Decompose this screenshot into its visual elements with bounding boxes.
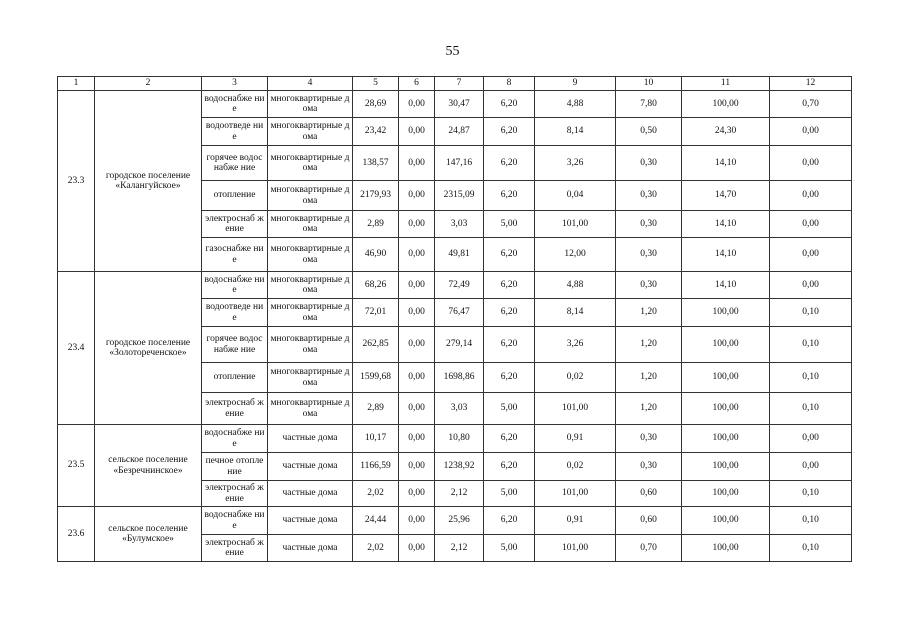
value-cell: 0,00 [770, 425, 852, 453]
value-cell: 100,00 [682, 425, 770, 453]
row-number: 23.6 [58, 507, 95, 562]
value-cell: 0,60 [616, 481, 682, 507]
utility-type: электроснаб жение [202, 211, 268, 238]
value-cell: 100,00 [682, 91, 770, 118]
consumer-category: многоквартирные дома [268, 327, 353, 363]
consumer-category: многоквартирные дома [268, 146, 353, 181]
value-cell: 0,10 [770, 535, 852, 562]
column-header: 1 [58, 77, 95, 91]
settlement-name-line: городское поселение [105, 170, 191, 181]
value-cell: 0,00 [399, 363, 435, 393]
value-cell: 0,00 [399, 238, 435, 272]
consumer-category: многоквартирные дома [268, 91, 353, 118]
value-cell: 72,49 [435, 272, 484, 299]
column-header: 2 [95, 77, 202, 91]
value-cell: 0,00 [770, 238, 852, 272]
value-cell: 1238,92 [435, 453, 484, 481]
value-cell: 0,02 [535, 453, 616, 481]
value-cell: 8,14 [535, 118, 616, 146]
utility-type: электроснаб жение [202, 481, 268, 507]
value-cell: 1698,86 [435, 363, 484, 393]
value-cell: 1,20 [616, 393, 682, 425]
column-header: 8 [484, 77, 535, 91]
value-cell: 68,26 [353, 272, 399, 299]
value-cell: 0,10 [770, 327, 852, 363]
value-cell: 100,00 [682, 299, 770, 327]
value-cell: 1,20 [616, 299, 682, 327]
settlement-name [95, 91, 202, 272]
table-row [58, 507, 852, 535]
utility-type: водоснабже ние [202, 91, 268, 118]
value-cell: 101,00 [535, 481, 616, 507]
value-cell: 7,80 [616, 91, 682, 118]
value-cell: 0,00 [770, 211, 852, 238]
consumer-category: частные дома [268, 535, 353, 562]
value-cell: 100,00 [682, 535, 770, 562]
value-cell: 6,20 [484, 238, 535, 272]
value-cell: 14,10 [682, 211, 770, 238]
value-cell: 0,70 [770, 91, 852, 118]
value-cell: 0,00 [770, 181, 852, 211]
settlement-name-line: «Безречнинское» [113, 465, 183, 476]
utility-type: водоснабже ние [202, 507, 268, 535]
value-cell: 0,30 [616, 211, 682, 238]
value-cell: 279,14 [435, 327, 484, 363]
value-cell: 3,03 [435, 211, 484, 238]
value-cell: 49,81 [435, 238, 484, 272]
utility-type: газоснабже ние [202, 238, 268, 272]
value-cell: 0,50 [616, 118, 682, 146]
utility-type: печное отопление [202, 453, 268, 481]
tariff-table [57, 76, 852, 562]
value-cell: 1,20 [616, 327, 682, 363]
settlement-name-line: сельское поселение [108, 455, 188, 466]
column-header: 4 [268, 77, 353, 91]
value-cell: 2,02 [353, 535, 399, 562]
page-number: 55 [445, 44, 460, 59]
value-cell: 2,89 [353, 211, 399, 238]
value-cell: 0,00 [399, 507, 435, 535]
value-cell: 101,00 [535, 535, 616, 562]
value-cell: 100,00 [682, 327, 770, 363]
settlement-name-line: «Золотореченское» [109, 348, 187, 358]
value-cell: 0,00 [399, 91, 435, 118]
value-cell: 0,00 [399, 211, 435, 238]
value-cell: 0,00 [399, 327, 435, 363]
value-cell: 2315,09 [435, 181, 484, 211]
value-cell: 0,00 [399, 393, 435, 425]
value-cell: 6,20 [484, 507, 535, 535]
value-cell: 6,20 [484, 299, 535, 327]
consumer-category: частные дома [268, 507, 353, 535]
value-cell: 14,10 [682, 272, 770, 299]
value-cell: 0,00 [399, 481, 435, 507]
value-cell: 23,42 [353, 118, 399, 146]
value-cell: 101,00 [535, 393, 616, 425]
settlement-name [95, 425, 202, 507]
value-cell: 147,16 [435, 146, 484, 181]
column-header: 3 [202, 77, 268, 91]
value-cell: 100,00 [682, 507, 770, 535]
value-cell: 72,01 [353, 299, 399, 327]
settlement-name-line: городское поселение [105, 337, 191, 348]
table-row [58, 425, 852, 453]
value-cell: 0,10 [770, 299, 852, 327]
value-cell: 0,91 [535, 507, 616, 535]
value-cell: 0,10 [770, 481, 852, 507]
value-cell: 24,30 [682, 118, 770, 146]
settlement-name-line: «Булумское» [122, 534, 174, 544]
utility-type: горячее водоснабже ние [202, 327, 268, 363]
value-cell: 24,87 [435, 118, 484, 146]
value-cell: 6,20 [484, 91, 535, 118]
value-cell: 2,89 [353, 393, 399, 425]
value-cell: 101,00 [535, 211, 616, 238]
value-cell: 5,00 [484, 393, 535, 425]
value-cell: 1166,59 [353, 453, 399, 481]
value-cell: 5,00 [484, 211, 535, 238]
value-cell: 6,20 [484, 363, 535, 393]
value-cell: 0,30 [616, 181, 682, 211]
utility-type: электроснаб жение [202, 393, 268, 425]
value-cell: 46,90 [353, 238, 399, 272]
value-cell: 0,10 [770, 363, 852, 393]
value-cell: 0,10 [770, 393, 852, 425]
column-header: 5 [353, 77, 399, 91]
value-cell: 0,10 [770, 507, 852, 535]
consumer-category: многоквартирные дома [268, 211, 353, 238]
value-cell: 2,12 [435, 535, 484, 562]
consumer-category: многоквартирные дома [268, 272, 353, 299]
value-cell: 12,00 [535, 238, 616, 272]
consumer-category: многоквартирные дома [268, 238, 353, 272]
value-cell: 2179,93 [353, 181, 399, 211]
header-row [58, 77, 852, 91]
value-cell: 30,47 [435, 91, 484, 118]
value-cell: 14,10 [682, 146, 770, 181]
consumer-category: многоквартирные дома [268, 118, 353, 146]
value-cell: 4,88 [535, 272, 616, 299]
value-cell: 5,00 [484, 535, 535, 562]
value-cell: 2,02 [353, 481, 399, 507]
value-cell: 0,00 [399, 453, 435, 481]
consumer-category: частные дома [268, 425, 353, 453]
value-cell: 0,70 [616, 535, 682, 562]
value-cell: 6,20 [484, 425, 535, 453]
consumer-category: многоквартирные дома [268, 363, 353, 393]
value-cell: 0,00 [399, 272, 435, 299]
utility-type: отопление [202, 363, 268, 393]
value-cell: 3,03 [435, 393, 484, 425]
consumer-category: частные дома [268, 453, 353, 481]
value-cell: 6,20 [484, 118, 535, 146]
value-cell: 0,30 [616, 238, 682, 272]
value-cell: 0,00 [770, 453, 852, 481]
value-cell: 0,00 [399, 535, 435, 562]
column-header: 10 [616, 77, 682, 91]
value-cell: 76,47 [435, 299, 484, 327]
value-cell: 100,00 [682, 393, 770, 425]
value-cell: 6,20 [484, 327, 535, 363]
consumer-category: многоквартирные дома [268, 181, 353, 211]
value-cell: 8,14 [535, 299, 616, 327]
utility-type: водоотведе ние [202, 299, 268, 327]
value-cell: 6,20 [484, 453, 535, 481]
value-cell: 262,85 [353, 327, 399, 363]
utility-type: водоснабже ние [202, 272, 268, 299]
value-cell: 100,00 [682, 453, 770, 481]
value-cell: 2,12 [435, 481, 484, 507]
value-cell: 0,00 [770, 272, 852, 299]
column-header: 7 [435, 77, 484, 91]
value-cell: 25,96 [435, 507, 484, 535]
value-cell: 14,10 [682, 238, 770, 272]
value-cell: 1,20 [616, 363, 682, 393]
row-number: 23.5 [58, 425, 95, 507]
value-cell: 3,26 [535, 327, 616, 363]
value-cell: 28,69 [353, 91, 399, 118]
value-cell: 3,26 [535, 146, 616, 181]
consumer-category: многоквартирные дома [268, 299, 353, 327]
settlement-name-line: сельское поселение [108, 523, 188, 534]
value-cell: 14,70 [682, 181, 770, 211]
column-header: 11 [682, 77, 770, 91]
value-cell: 0,30 [616, 453, 682, 481]
value-cell: 0,30 [616, 425, 682, 453]
column-header: 6 [399, 77, 435, 91]
utility-type: водоотведе ние [202, 118, 268, 146]
value-cell: 0,00 [399, 181, 435, 211]
row-number: 23.4 [58, 272, 95, 425]
value-cell: 0,00 [770, 146, 852, 181]
value-cell: 0,00 [399, 299, 435, 327]
settlement-name-line: «Калангуйское» [115, 181, 181, 191]
row-number: 23.3 [58, 91, 95, 272]
value-cell: 100,00 [682, 481, 770, 507]
value-cell: 0,02 [535, 363, 616, 393]
value-cell: 10,17 [353, 425, 399, 453]
consumer-category: частные дома [268, 481, 353, 507]
value-cell: 0,00 [399, 118, 435, 146]
value-cell: 6,20 [484, 146, 535, 181]
value-cell: 0,30 [616, 146, 682, 181]
value-cell: 0,00 [770, 118, 852, 146]
value-cell: 138,57 [353, 146, 399, 181]
value-cell: 0,30 [616, 272, 682, 299]
value-cell: 4,88 [535, 91, 616, 118]
value-cell: 0,00 [399, 146, 435, 181]
value-cell: 6,20 [484, 181, 535, 211]
value-cell: 5,00 [484, 481, 535, 507]
value-cell: 100,00 [682, 363, 770, 393]
value-cell: 24,44 [353, 507, 399, 535]
value-cell: 10,80 [435, 425, 484, 453]
utility-type: отопление [202, 181, 268, 211]
utility-type: водоснабже ние [202, 425, 268, 453]
utility-type: электроснаб жение [202, 535, 268, 562]
value-cell: 0,91 [535, 425, 616, 453]
column-header: 9 [535, 77, 616, 91]
value-cell: 0,04 [535, 181, 616, 211]
value-cell: 6,20 [484, 272, 535, 299]
column-header: 12 [770, 77, 852, 91]
settlement-name [95, 272, 202, 425]
consumer-category: многоквартирные дома [268, 393, 353, 425]
value-cell: 0,60 [616, 507, 682, 535]
table-row [58, 91, 852, 118]
utility-type: горячее водоснабже ние [202, 146, 268, 181]
value-cell: 0,00 [399, 425, 435, 453]
value-cell: 1599,68 [353, 363, 399, 393]
settlement-name [95, 507, 202, 562]
table-row [58, 272, 852, 299]
